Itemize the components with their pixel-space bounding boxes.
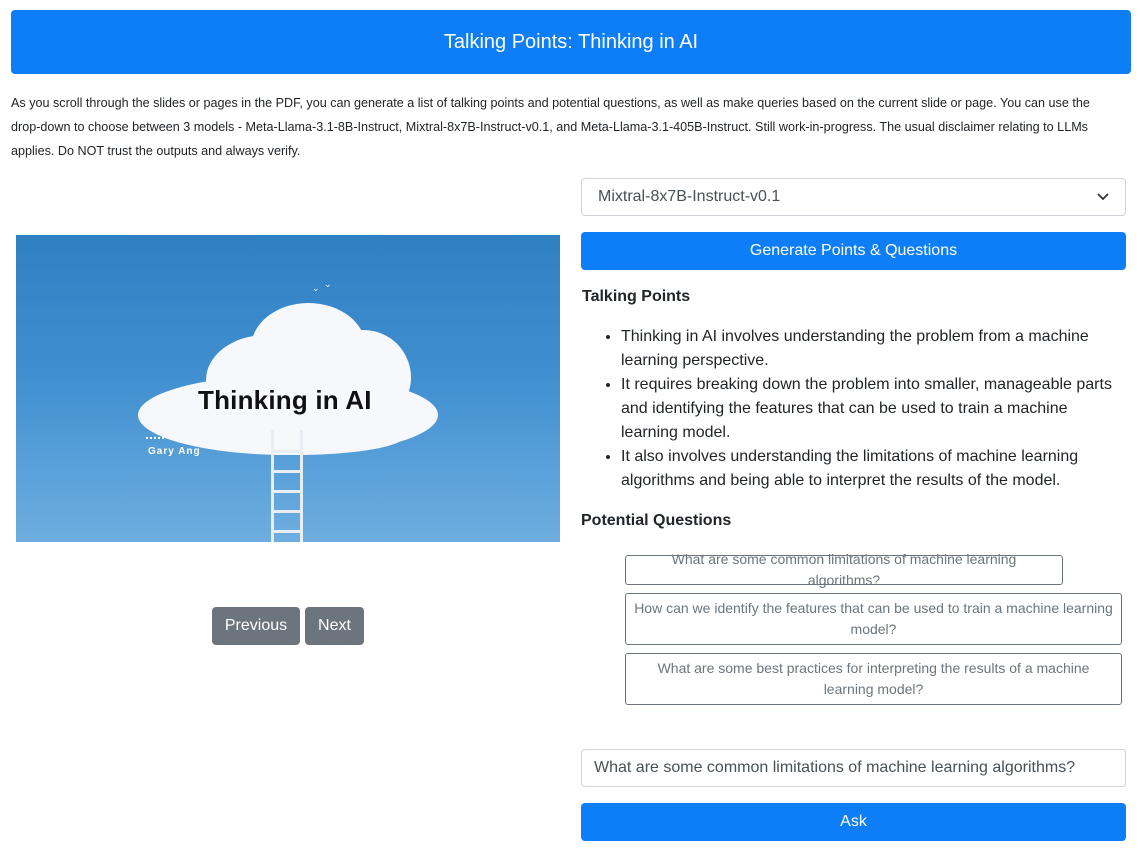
talking-point-item: • It requires breaking down the problem into smaller, manageable parts and identifying the features that can be used to train a machine learning model. <box>621 373 1123 445</box>
query-input[interactable] <box>581 749 1126 787</box>
potential-questions-heading: Potential Questions <box>581 512 732 529</box>
previous-button[interactable]: Previous <box>212 607 300 645</box>
ladder-rung <box>271 490 303 493</box>
slide-author: Gary Ang <box>148 446 201 457</box>
question-button[interactable]: What are some common limitations of machine learning algorithms? <box>625 555 1063 585</box>
page-title: Talking Points: Thinking in AI <box>443 30 699 53</box>
talking-points-list <box>598 325 1123 493</box>
ladder-rung <box>271 510 303 513</box>
ask-button[interactable]: Ask <box>581 803 1126 841</box>
ladder-rail <box>300 430 303 542</box>
page-header <box>11 10 1131 74</box>
talking-point-item: • It also involves understanding the limitations of machine learning algorithms and being able to interpret the results of the model. <box>621 445 1123 493</box>
ladder-rail <box>271 430 274 542</box>
talking-point-item: • Thinking in AI involves understanding the problem from a machine learning perspective. <box>621 325 1123 373</box>
chevron-down-icon <box>1097 190 1109 204</box>
generate-button[interactable]: Generate Points & Questions <box>581 232 1126 270</box>
slide-title: Thinking in AI <box>198 385 372 415</box>
bird-icon: ⌄ <box>324 279 332 289</box>
bird-icon: ⌄ <box>312 283 320 293</box>
ladder-rung <box>271 470 303 473</box>
intro-text: As you scroll through the slides or pages in the PDF, you can generate a list of talking points and potential questions, as well as make queries based on the current slide or page. You can use the drop-down to choose between 3 models - Meta-Llama-3.1-8B-Instruct, Mixtral-8x7B-Instruct-v0.1, and Meta-Llama-3.1-405B-Instruct. Still work-in-progress. The usual disclaimer relating to LLMs applies. Do NOT trust the outputs and always verify. <box>11 96 1090 158</box>
talking-points-heading: Talking Points <box>582 288 691 305</box>
slide-image <box>16 235 560 542</box>
model-select[interactable] <box>581 178 1126 216</box>
model-select-value: Mixtral-8x7B-Instruct-v0.1 <box>598 188 781 205</box>
ladder-rung <box>271 530 303 533</box>
question-button[interactable]: What are some best practices for interpreting the results of a machine learning model? <box>625 653 1122 705</box>
cloud-shape <box>186 415 406 455</box>
next-button[interactable]: Next <box>305 607 364 645</box>
question-button[interactable]: How can we identify the features that can be used to train a machine learning model? <box>625 593 1122 645</box>
query-input-value: What are some common limitations of machine learning algorithms? <box>594 759 1076 776</box>
ladder-rung <box>271 450 303 453</box>
slide-divider <box>146 437 164 439</box>
